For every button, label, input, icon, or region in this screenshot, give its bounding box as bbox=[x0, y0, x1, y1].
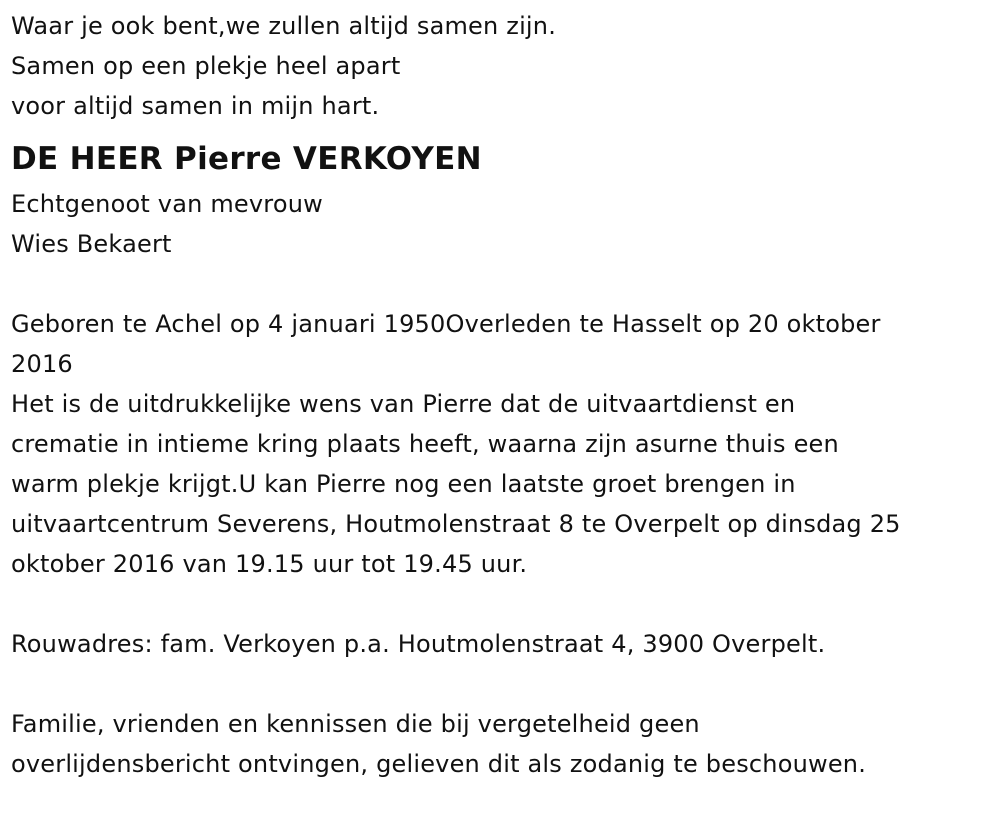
spacer bbox=[11, 584, 991, 624]
details-block bbox=[11, 304, 991, 584]
spouse-line: Echtgenoot van mevrouw bbox=[11, 190, 323, 218]
obituary-notice bbox=[11, 6, 991, 784]
closing-line: Familie, vrienden en kennissen die bij vergetelheid geen bbox=[11, 710, 700, 738]
details-line: warm plekje krijgt.U kan Pierre nog een laatste groet brengen in bbox=[11, 470, 796, 498]
mourning-address: Rouwadres: fam. Verkoyen p.a. Houtmolenstraat 4, 3900 Overpelt. bbox=[11, 630, 826, 658]
details-line: oktober 2016 van 19.15 uur tot 19.45 uur. bbox=[11, 550, 528, 578]
poem-block bbox=[11, 6, 991, 126]
poem-line: Samen op een plekje heel apart bbox=[11, 52, 401, 80]
poem-line: Waar je ook bent,we zullen altijd samen zijn. bbox=[11, 12, 557, 40]
closing-block bbox=[11, 704, 991, 784]
details-line: 2016 bbox=[11, 350, 73, 378]
poem-line: voor altijd samen in mijn hart. bbox=[11, 92, 380, 120]
spacer bbox=[11, 664, 991, 704]
details-line: uitvaartcentrum Severens, Houtmolenstraat 8 te Overpelt op dinsdag 25 bbox=[11, 510, 901, 538]
deceased-name-heading: DE HEER Pierre VERKOYEN bbox=[11, 141, 482, 177]
closing-line: overlijdensbericht ontvingen, gelieven dit als zodanig te beschouwen. bbox=[11, 750, 867, 778]
details-line: Geboren te Achel op 4 januari 1950Overleden te Hasselt op 20 oktober bbox=[11, 310, 881, 338]
spacer bbox=[11, 264, 991, 304]
spouse-line: Wies Bekaert bbox=[11, 230, 172, 258]
details-line: crematie in intieme kring plaats heeft, waarna zijn asurne thuis een bbox=[11, 430, 839, 458]
spouse-block bbox=[11, 184, 991, 264]
details-line: Het is de uitdrukkelijke wens van Pierre dat de uitvaartdienst en bbox=[11, 390, 796, 418]
